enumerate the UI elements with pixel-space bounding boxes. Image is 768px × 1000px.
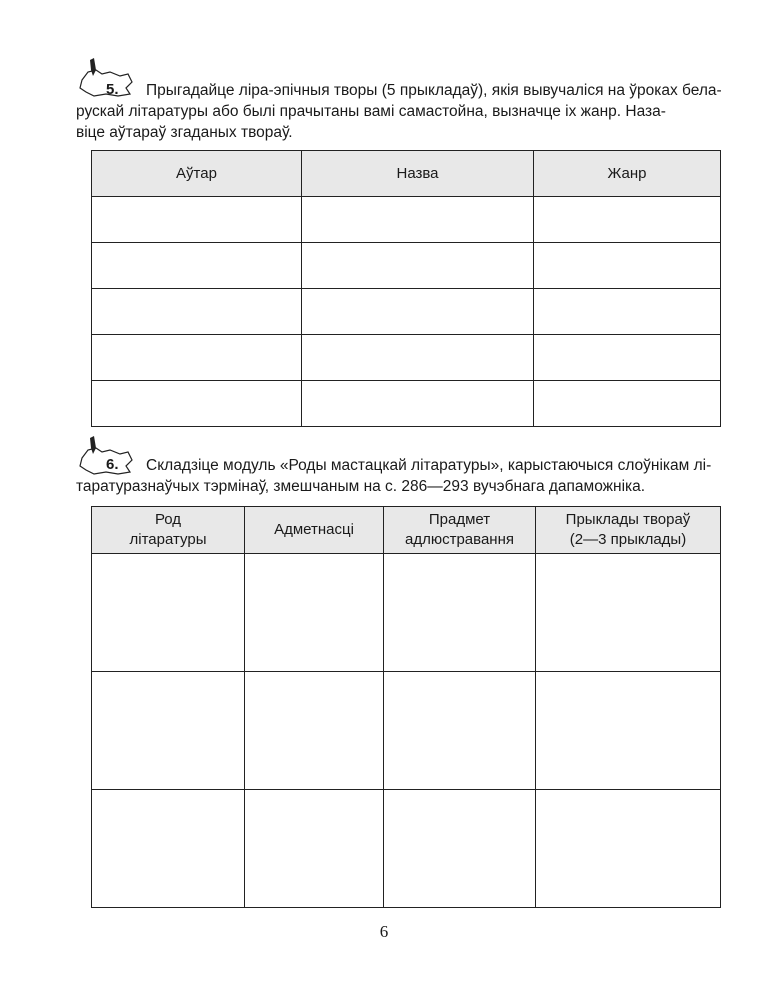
task-number: 5. (106, 81, 119, 98)
genre-cell[interactable] (534, 381, 721, 427)
features-cell[interactable] (245, 790, 384, 908)
subject-cell[interactable] (384, 790, 536, 908)
header-line: літаратуры (129, 531, 207, 548)
table-row (92, 335, 721, 381)
table-row (92, 790, 721, 908)
title-cell[interactable] (302, 289, 534, 335)
author-cell[interactable] (92, 197, 302, 243)
title-cell[interactable] (302, 381, 534, 427)
header-line: Прыклады твораў (565, 511, 691, 528)
column-header-title: Назва (302, 151, 534, 197)
genre-cell[interactable] (534, 243, 721, 289)
header-line: Род (154, 511, 182, 528)
column-header-examples (536, 507, 721, 554)
column-header-genre-type (92, 507, 245, 554)
author-cell[interactable] (92, 289, 302, 335)
examples-cell[interactable] (536, 554, 721, 672)
genre-type-cell[interactable] (92, 672, 245, 790)
title-cell[interactable] (302, 197, 534, 243)
header-line: адлюстравання (405, 531, 514, 548)
page-number: 6 (379, 922, 389, 941)
table-row (92, 243, 721, 289)
subject-cell[interactable] (384, 554, 536, 672)
belarus-map-pen-icon (76, 58, 134, 98)
table-row (92, 197, 721, 243)
author-cell[interactable] (92, 335, 302, 381)
features-cell[interactable] (245, 554, 384, 672)
features-cell[interactable] (245, 672, 384, 790)
table-row (92, 289, 721, 335)
column-header-genre: Жанр (534, 151, 721, 197)
genre-type-cell[interactable] (92, 790, 245, 908)
table-row (92, 672, 721, 790)
genre-type-cell[interactable] (92, 554, 245, 672)
header-line: Адметнасці (274, 521, 354, 538)
column-header-subject (384, 507, 536, 554)
task-text-line: Складзіце модуль «Роды мастацкай літаратуры», карыстаючыся слоўнікам лі- (146, 457, 712, 474)
table-row (92, 554, 721, 672)
author-cell[interactable] (92, 243, 302, 289)
task-instructions (76, 80, 722, 143)
author-cell[interactable] (92, 381, 302, 427)
task-text-line: таратуразнаўчых тэрмінаў, змешчаным на с. 286—293 вучэбнага дапаможніка. (76, 478, 646, 495)
task-text-line: рускай літаратуры або былі прачытаны вамі самастойна, вызначце іх жанр. Наза- (76, 103, 666, 120)
task-5 (76, 58, 722, 141)
task-instructions (76, 455, 722, 497)
task-text-line: віце аўтараў згаданых твораў. (76, 124, 293, 141)
literature-genres-table (91, 506, 721, 908)
column-header-author: Аўтар (92, 151, 302, 197)
examples-cell[interactable] (536, 790, 721, 908)
header-line: (2—3 прыклады) (569, 531, 687, 548)
title-cell[interactable] (302, 243, 534, 289)
genre-cell[interactable] (534, 335, 721, 381)
authors-works-table (91, 150, 721, 427)
belarus-map-pen-icon (76, 436, 134, 476)
task-number: 6. (106, 456, 119, 473)
genre-cell[interactable] (534, 289, 721, 335)
column-header-features (245, 507, 384, 554)
table-row (92, 381, 721, 427)
examples-cell[interactable] (536, 672, 721, 790)
task-6 (76, 436, 722, 496)
task-text-line: Прыгадайце ліра-эпічныя творы (5 прыкладаў), якія вывучаліся на ўроках бела- (146, 82, 722, 99)
header-line: Прадмет (428, 511, 491, 528)
subject-cell[interactable] (384, 672, 536, 790)
title-cell[interactable] (302, 335, 534, 381)
genre-cell[interactable] (534, 197, 721, 243)
